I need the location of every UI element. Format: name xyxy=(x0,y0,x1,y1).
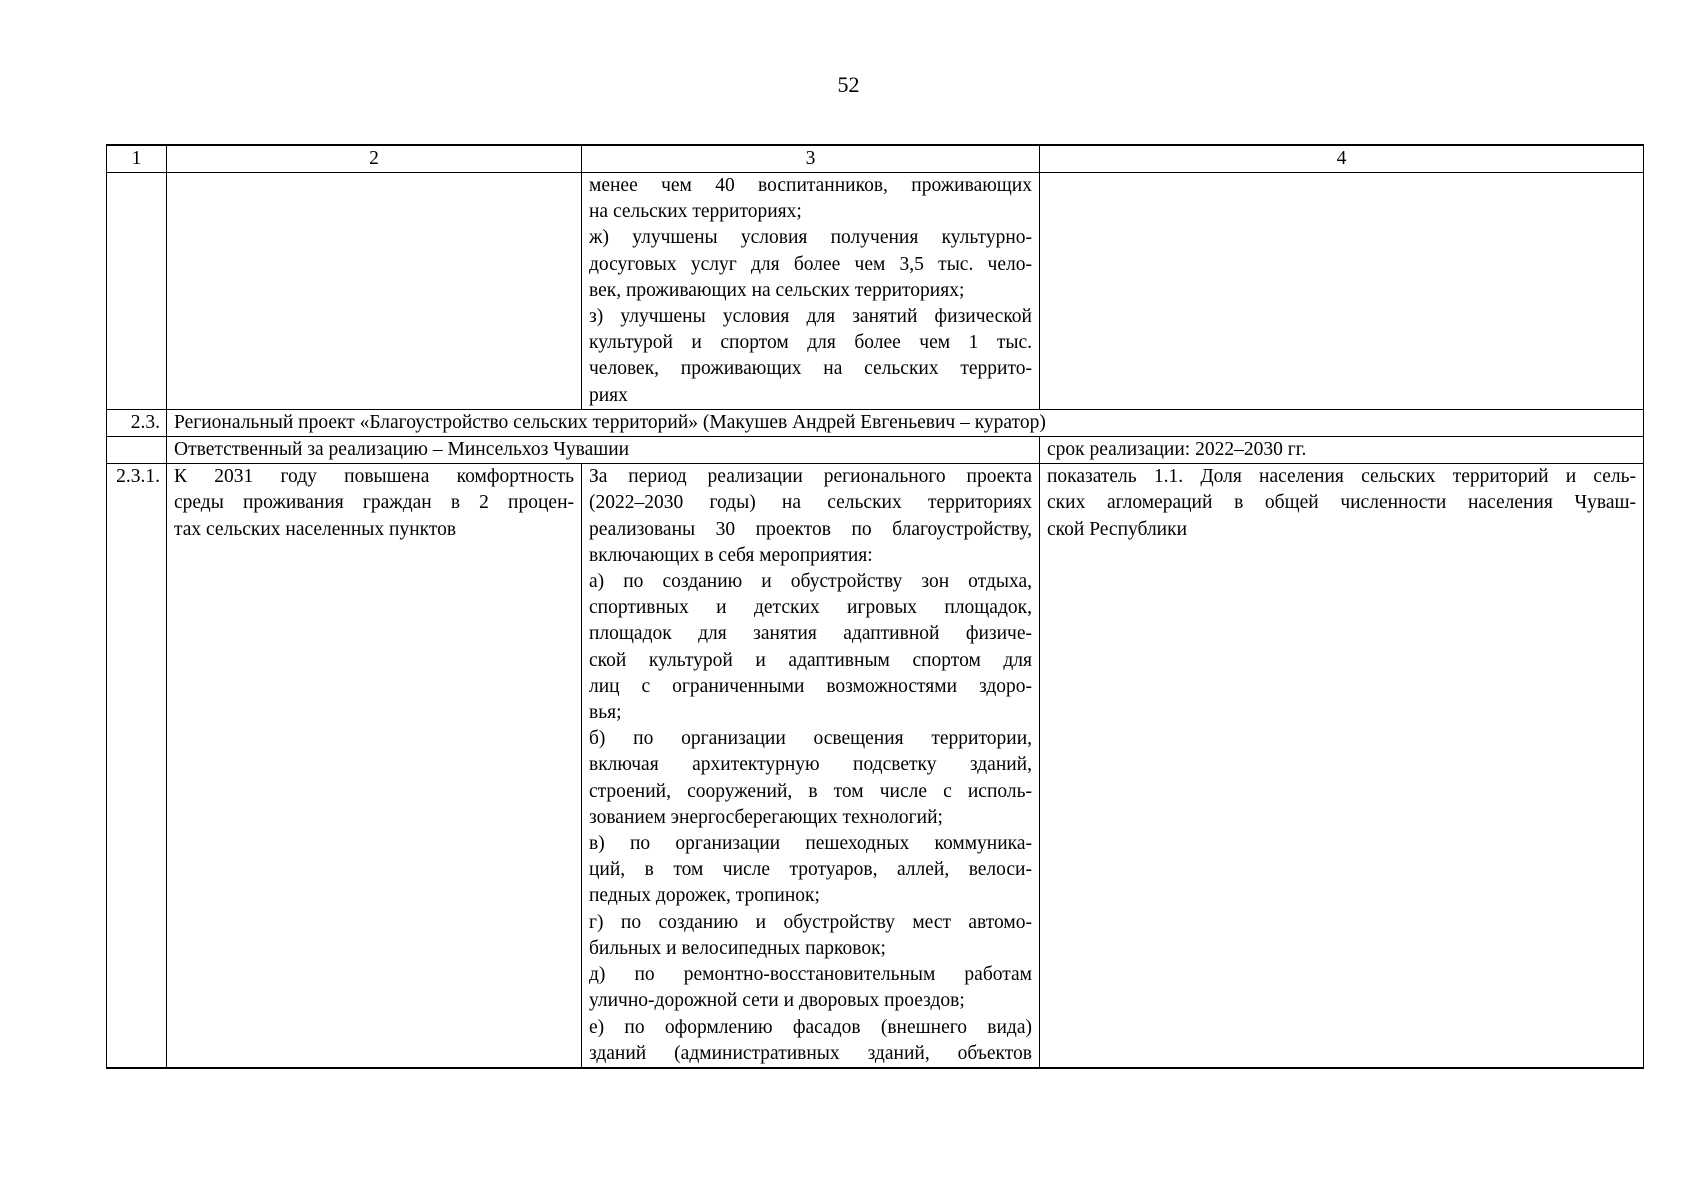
document-table xyxy=(106,144,1644,1069)
section-number: 2.3. xyxy=(107,409,167,436)
item-indicator-cell xyxy=(1040,464,1644,1068)
item-number: 2.3.1. xyxy=(107,464,167,1068)
text-line: лиц с ограниченными возможностями здоро- xyxy=(589,675,1032,697)
text-line: показатель 1.1. Доля населения сельских территорий и сель- xyxy=(1047,466,1636,488)
text-line: спортивных и детских игровых площадок, xyxy=(589,597,1032,619)
text-line: з) улучшены условия для занятий физической xyxy=(589,306,1032,328)
text-line: е) по оформлению фасадов (внешнего вида) xyxy=(589,1016,1032,1038)
header-col-1: 1 xyxy=(107,145,167,173)
text-line: ской Республики xyxy=(1047,518,1188,540)
text-line: зованием энергосберегающих технологий; xyxy=(589,806,943,828)
continuation-description-cell xyxy=(582,173,1040,410)
responsible-text: Ответственный за реализацию – Минсельхоз Чувашии xyxy=(167,437,1040,464)
item-result-cell xyxy=(167,464,582,1068)
text-line: ж) улучшены условия получения культурно- xyxy=(589,227,1032,249)
text-line: ских агломераций в общей численности населения Чуваш- xyxy=(1047,492,1636,514)
continuation-indicator-cell xyxy=(1040,173,1644,410)
text-line: в) по организации пешеходных коммуника- xyxy=(589,833,1032,855)
text-line: б) по организации освещения территории, xyxy=(589,728,1032,750)
continuation-row xyxy=(107,173,1644,410)
responsible-number-cell xyxy=(107,437,167,464)
text-line: площадок для занятия адаптивной физиче- xyxy=(589,623,1032,645)
continuation-number-cell xyxy=(107,173,167,410)
continuation-result-cell xyxy=(167,173,582,410)
text-line: а) по созданию и обустройству зон отдыха, xyxy=(589,571,1032,593)
item-row xyxy=(107,464,1644,1068)
text-line: включая архитектурную подсветку зданий, xyxy=(589,754,1032,776)
text-line: г) по созданию и обустройству мест автомо- xyxy=(589,911,1032,933)
text-line: педных дорожек, тропинок; xyxy=(589,885,820,907)
text-line: д) по ремонтно-восстановительным работам xyxy=(589,964,1032,986)
text-line: зданий (административных зданий, объектов xyxy=(589,1042,1032,1064)
section-row xyxy=(107,409,1644,436)
text-line: досуговых услуг для более чем 3,5 тыс. чело- xyxy=(589,253,1032,275)
text-line: реализованы 30 проектов по благоустройству, xyxy=(589,518,1032,540)
responsible-row xyxy=(107,437,1644,464)
text-line: К 2031 году повышена комфортность xyxy=(174,466,574,488)
text-line: век, проживающих на сельских территориях; xyxy=(589,279,965,301)
deadline-text: срок реализации: 2022–2030 гг. xyxy=(1040,437,1644,464)
text-line: ской культурой и адаптивным спортом для xyxy=(589,649,1032,671)
page-number: 52 xyxy=(837,72,860,97)
text-line: среды проживания граждан в 2 процен- xyxy=(174,492,574,514)
text-line: тах сельских населенных пунктов xyxy=(174,518,457,540)
section-title: Региональный проект «Благоустройство сельских территорий» (Макушев Андрей Евгеньевич – куратор) xyxy=(167,409,1644,436)
text-line: менее чем 40 воспитанников, проживающих xyxy=(589,175,1032,196)
item-description-cell xyxy=(582,464,1040,1068)
text-line: строений, сооружений, в том числе с исполь- xyxy=(589,780,1032,802)
header-col-3: 3 xyxy=(582,145,1040,173)
text-line: риях xyxy=(589,384,628,406)
header-col-4: 4 xyxy=(1040,145,1644,173)
text-line: улично-дорожной сети и дворовых проездов; xyxy=(589,990,965,1012)
header-col-2: 2 xyxy=(167,145,582,173)
table-header-row xyxy=(107,145,1644,173)
text-line: бильных и велосипедных парковок; xyxy=(589,937,886,959)
text-line: вья; xyxy=(589,702,622,724)
text-line: (2022–2030 годы) на сельских территориях xyxy=(589,492,1032,514)
text-line: на сельских территориях; xyxy=(589,201,802,223)
text-line: включающих в себя мероприятия: xyxy=(589,544,873,566)
text-line: ций, в том числе тротуаров, аллей, велоси- xyxy=(589,859,1032,881)
text-line: За период реализации регионального проекта xyxy=(589,466,1032,488)
text-line: культурой и спортом для более чем 1 тыс. xyxy=(589,332,1032,354)
text-line: человек, проживающих на сельских террито- xyxy=(589,358,1032,380)
